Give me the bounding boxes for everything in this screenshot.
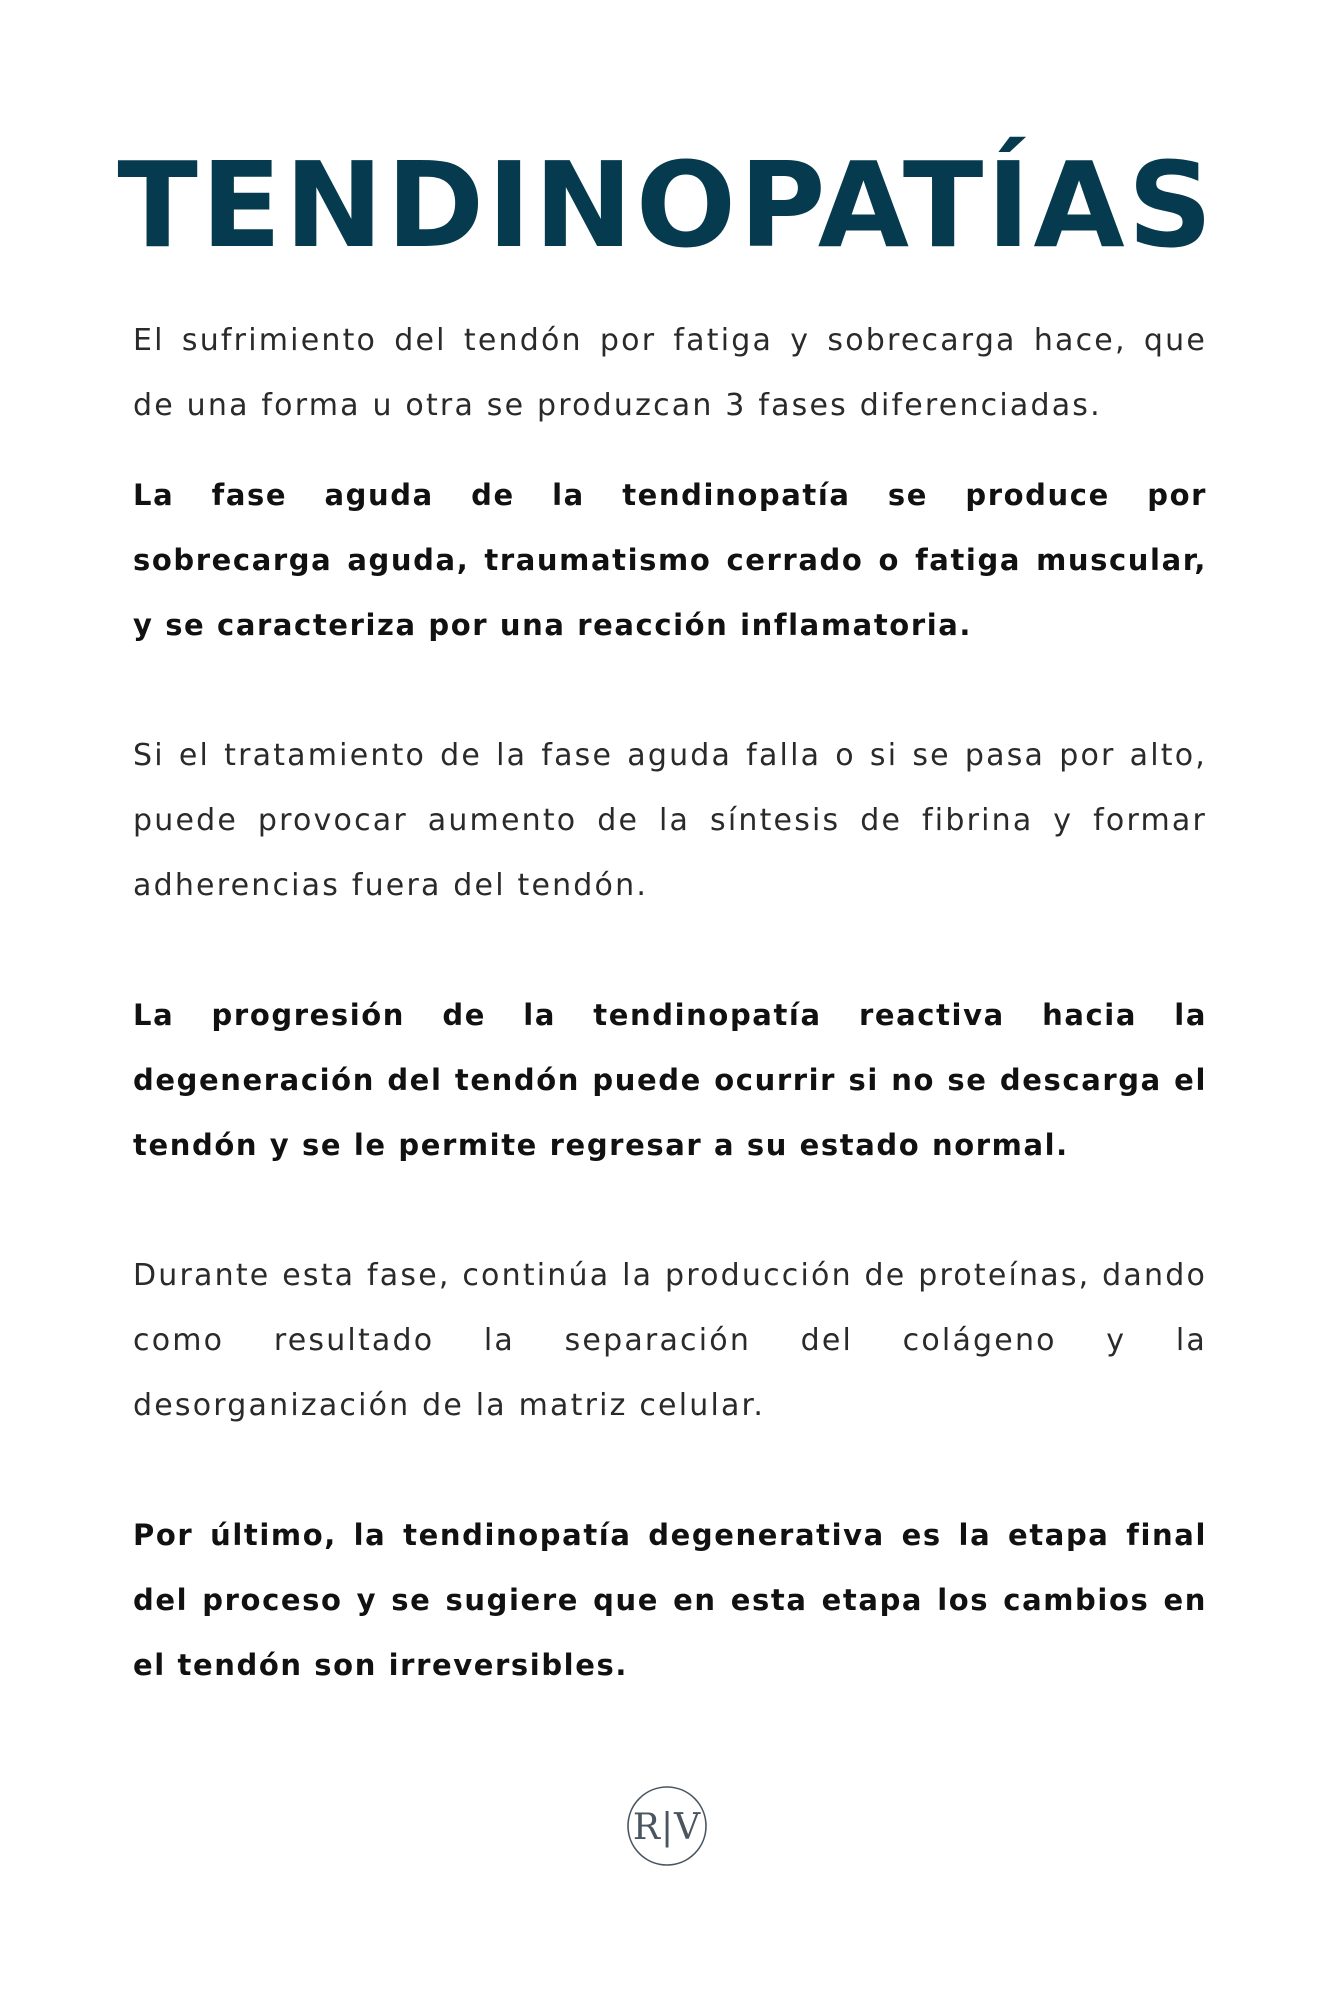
treatment-failure-paragraph: Si el tratamiento de la fase aguda falla o si se pasa por alto, puede provocar aumento de la síntesis de fibrina y formar adherencias fuera del tendón. <box>133 738 1207 903</box>
rv-logo <box>626 1785 708 1867</box>
degenerative-phase-paragraph: Por último, la tendinopatía degenerativa es la etapa final del proceso y se sugiere que en esta etapa los cambios en el tendón son irreversibles. <box>133 1518 1207 1682</box>
page-title: TENDINOPATÍAS <box>117 136 1216 274</box>
rv-logo-text: R|V <box>632 1807 702 1848</box>
intro-paragraph: El sufrimiento del tendón por fatiga y sobrecarga hace, que de una forma u otra se produzcan 3 fases diferenciadas. <box>133 323 1207 423</box>
disrepair-phase-paragraph: Durante esta fase, continúa la producción de proteínas, dando como resultado la separación del colágeno y la desorganización de la matriz celular. <box>133 1258 1207 1423</box>
rv-logo-icon <box>626 1785 708 1867</box>
progression-paragraph: La progresión de la tendinopatía reactiva hacia la degeneración del tendón puede ocurrir si no se descarga el tendón y se le permite regresar a su estado normal. <box>133 998 1207 1162</box>
acute-phase-paragraph: La fase aguda de la tendinopatía se produce por sobrecarga aguda, traumatismo cerrado o fatiga muscular, y se caracteriza por una reacción inflamatoria. <box>133 478 1207 642</box>
